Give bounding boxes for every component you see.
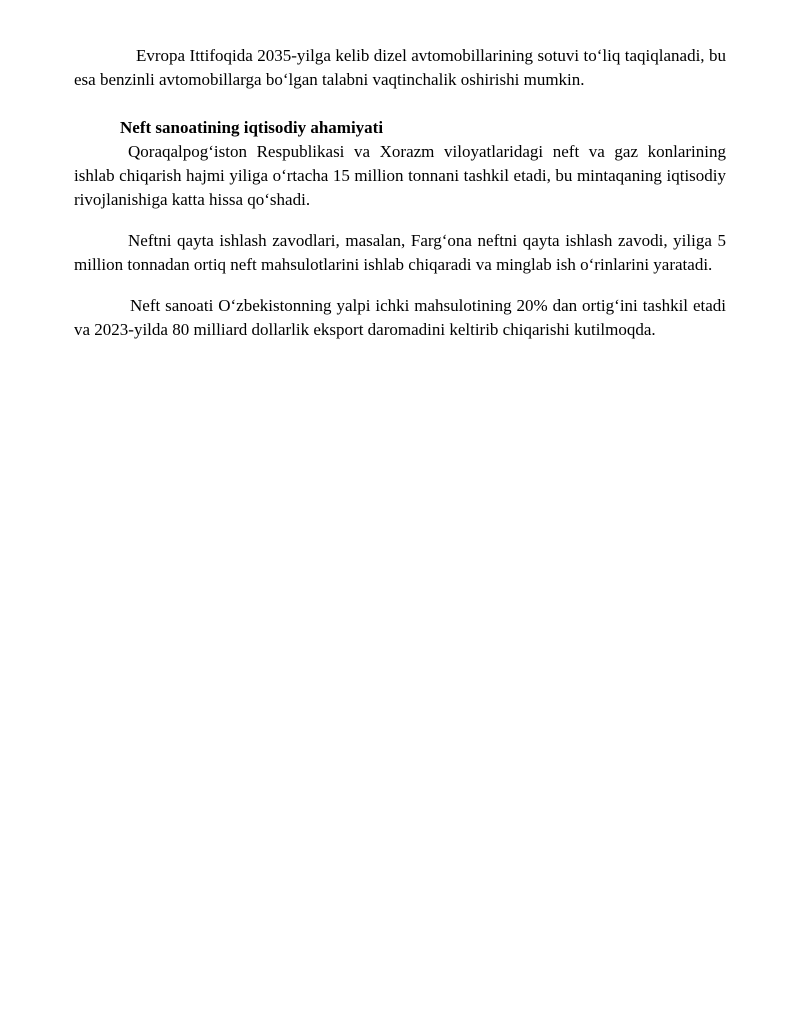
paragraph-gdp-share: Neft sanoati O‘zbekistonning yalpi ichki mahsulotining 20% dan ortig‘ini tashkil etadi va 2023-yilda 80 milliard dollarlik eksport daromadini keltirib chiqarishi kutilmoqda. xyxy=(74,296,726,339)
section-heading: Neft sanoatining iqtisodiy ahamiyati xyxy=(120,118,384,137)
document-page xyxy=(74,44,726,342)
paragraph-refineries: Neftni qayta ishlash zavodlari, masalan, Farg‘ona neftni qayta ishlash zavodi, yiliga 5 million tonnadan ortiq neft mahsulotlarini ishlab chiqaradi va minglab ish o‘rinlarini yaratadi. xyxy=(74,231,726,274)
paragraph-eu-diesel-ban: Evropa Ittifoqida 2035-yilga kelib dizel avtomobillarining sotuvi to‘liq taqiqlanadi, bu esa benzinli avtomobillarga bo‘lgan talabni vaqtinchalik oshirishi mumkin. xyxy=(74,46,726,89)
paragraph-oil-gas-production: Qoraqalpog‘iston Respublikasi va Xorazm viloyatlaridagi neft va gaz konlarining ishlab chiqarish hajmi yiliga o‘rtacha 15 million tonnani tashkil etadi, bu mintaqaning iqtisodiy rivojlanishiga katta hissa qo‘shadi. xyxy=(74,142,726,209)
